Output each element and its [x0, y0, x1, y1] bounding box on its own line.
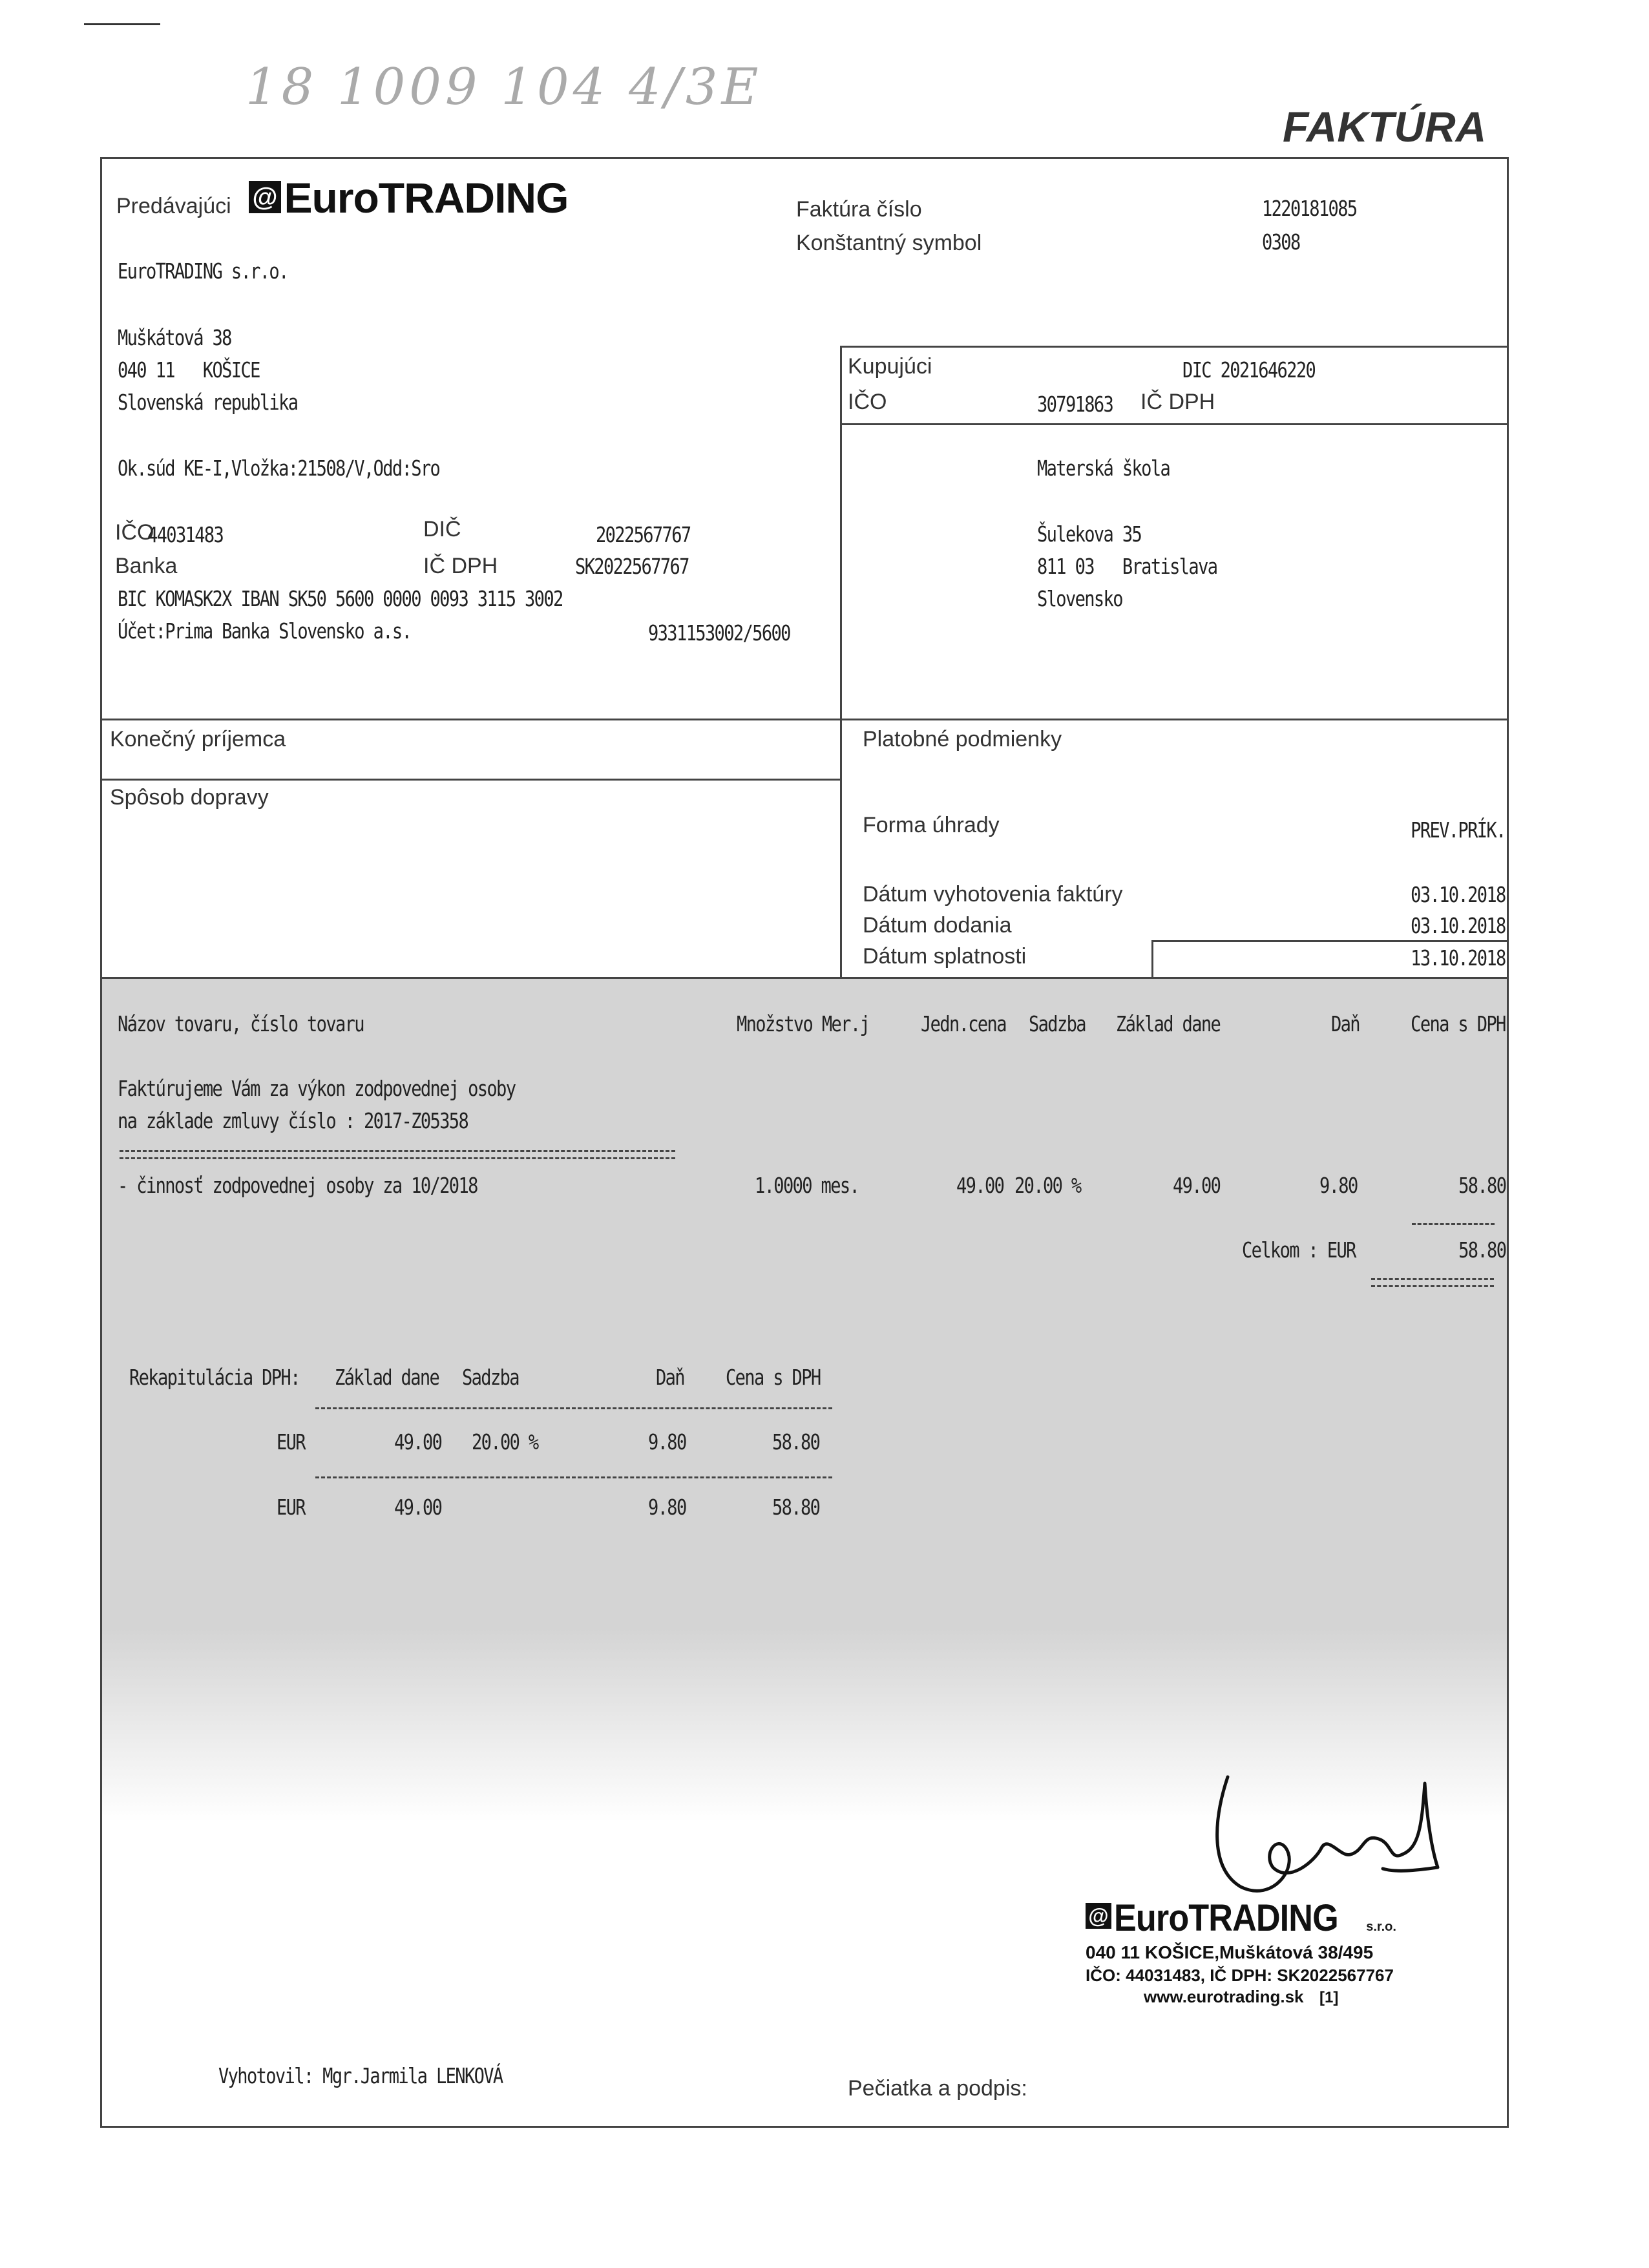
issue-date-label: Dátum vyhotovenia faktúry — [863, 882, 1123, 907]
recap-row1-total: 58.80 — [772, 1429, 820, 1454]
seller-bic-iban: BIC KOMASK2X IBAN SK50 5600 0000 0093 3115 3002 — [118, 586, 563, 611]
stamp-line-3-suffix: [1] — [1319, 1989, 1339, 2006]
item-qty: 1.0000 mes. — [755, 1173, 859, 1198]
buyer-name: Materská škola — [1037, 456, 1170, 481]
buyer-icdph-label: IČ DPH — [1140, 390, 1215, 414]
recap-label: Rekapitulácia DPH: — [129, 1365, 300, 1390]
seller-account-no: 9331153002/5600 — [648, 620, 790, 646]
recap-tax-header: Daň — [656, 1365, 684, 1390]
stamp-logo-icon: @ — [1086, 1903, 1111, 1929]
scan-mark — [84, 23, 160, 25]
final-recipient-label: Konečný príjemca — [110, 727, 286, 751]
item-unit-price: 49.00 — [956, 1173, 1004, 1198]
seller-name: EuroTRADING s.r.o. — [118, 258, 288, 284]
stamp-line-3: www.eurotrading.sk — [1144, 1987, 1304, 2006]
seller-icdph-label: IČ DPH — [423, 554, 498, 578]
buyer-label: Kupujúci — [848, 354, 932, 379]
recap-row1-base: 49.00 — [394, 1429, 442, 1454]
col-unit-price-header: Jedn.cena — [921, 1011, 1006, 1036]
due-date-label: Dátum splatnosti — [863, 944, 1027, 969]
seller-icdph: SK2022567767 — [575, 554, 689, 579]
stamp-line-1: 040 11 KOŠICE,Muškátová 38/495 — [1086, 1942, 1374, 1962]
transport-label: Spôsob dopravy — [110, 785, 269, 810]
col-base-header: Základ dane — [1116, 1011, 1221, 1036]
stamp-line-2: IČO: 44031483, IČ DPH: SK2022567767 — [1086, 1966, 1394, 1985]
seller-city: 040 11 KOŠICE — [118, 357, 260, 383]
recap-total-header: Cena s DPH — [726, 1365, 821, 1390]
intro-underline — [120, 1150, 675, 1159]
handwritten-number: 18 1009 104 4/3E — [246, 58, 762, 116]
issued-by: Vyhotovil: Mgr.Jarmila LENKOVÁ — [218, 2063, 503, 2088]
col-tax-header: Daň — [1331, 1011, 1360, 1036]
col-name-header: Názov tovaru, číslo tovaru — [118, 1011, 364, 1036]
seller-label: Predávajúci — [116, 194, 231, 218]
seller-ico-label: IČO — [115, 520, 154, 545]
stamp — [1086, 1896, 1422, 2007]
recap-row2-base: 49.00 — [394, 1495, 442, 1520]
recap-row1-currency: EUR — [277, 1429, 305, 1454]
stamp-signature-label: Pečiatka a podpis: — [848, 2076, 1027, 2101]
buyer-street: Šulekova 35 — [1037, 521, 1142, 547]
payment-form-label: Forma úhrady — [863, 813, 1000, 837]
seller-logo — [249, 173, 568, 222]
seller-country: Slovenská republika — [118, 390, 298, 415]
seller-bank-label: Banka — [115, 554, 178, 578]
sum-label: Celkom : EUR — [1242, 1237, 1356, 1263]
recap-rate-header: Sadzba — [462, 1365, 519, 1390]
document-title: FAKTÚRA — [1283, 103, 1487, 151]
seller-logo-text: EuroTRADING — [284, 174, 569, 222]
due-date: 13.10.2018 — [1411, 945, 1506, 971]
buyer-city: 811 03 Bratislava — [1037, 554, 1217, 579]
payment-form: PREV.PRÍK. — [1411, 817, 1506, 843]
invoice-number-label: Faktúra číslo — [796, 197, 922, 222]
recap-row2-currency: EUR — [277, 1495, 305, 1520]
recap-row1-rate: 20.00 % — [472, 1429, 538, 1454]
sum-value: 58.80 — [1458, 1237, 1506, 1263]
delivery-date-label: Dátum dodania — [863, 913, 1012, 938]
recap-row1-tax: 9.80 — [648, 1429, 686, 1454]
intro-line-1: Faktúrujeme Vám za výkon zodpovednej osoby — [118, 1076, 516, 1101]
item-rate: 20.00 % — [1014, 1173, 1081, 1198]
col-qty-header: Množstvo Mer.j — [737, 1011, 870, 1036]
issue-date: 03.10.2018 — [1411, 882, 1506, 907]
recap-row2-tax: 9.80 — [648, 1495, 686, 1520]
payment-label: Platobné podmienky — [863, 727, 1062, 751]
stamp-logo-suffix: s.r.o. — [1366, 1920, 1396, 1934]
seller-ico: 44031483 — [147, 522, 224, 547]
buyer-dic: DIC 2021646220 — [1182, 357, 1316, 383]
stamp-logo-text: EuroTRADING — [1114, 1897, 1339, 1939]
invoice-number: 1220181085 — [1262, 196, 1357, 221]
buyer-ico: 30791863 — [1037, 392, 1113, 417]
item-total: 58.80 — [1458, 1173, 1506, 1198]
recap-base-header: Základ dane — [335, 1365, 439, 1390]
item-name: - činnosť zodpovednej osoby za 10/2018 — [118, 1173, 478, 1198]
buyer-ico-label: IČO — [848, 390, 887, 414]
buyer-country: Slovensko — [1037, 586, 1122, 611]
seller-register: Ok.súd KE-I,Vložka:21508/V,Odd:Sro — [118, 456, 440, 481]
item-base: 49.00 — [1173, 1173, 1221, 1198]
seller-dic: 2022567767 — [596, 522, 691, 547]
col-rate-header: Sadzba — [1029, 1011, 1086, 1036]
invoice-constant-label: Konštantný symbol — [796, 231, 982, 255]
item-tax: 9.80 — [1319, 1173, 1358, 1198]
seller-dic-label: DIČ — [423, 517, 461, 541]
seller-street: Muškátová 38 — [118, 325, 231, 350]
recap-row2-total: 58.80 — [772, 1495, 820, 1520]
col-total-header: Cena s DPH — [1411, 1011, 1506, 1036]
invoice-constant: 0308 — [1262, 229, 1300, 255]
intro-line-2: na základe zmluvy číslo : 2017-Z05358 — [118, 1108, 468, 1133]
seller-account: Účet:Prima Banka Slovensko a.s. — [118, 618, 412, 644]
logo-mark-icon: @ — [249, 181, 281, 213]
delivery-date: 03.10.2018 — [1411, 913, 1506, 938]
